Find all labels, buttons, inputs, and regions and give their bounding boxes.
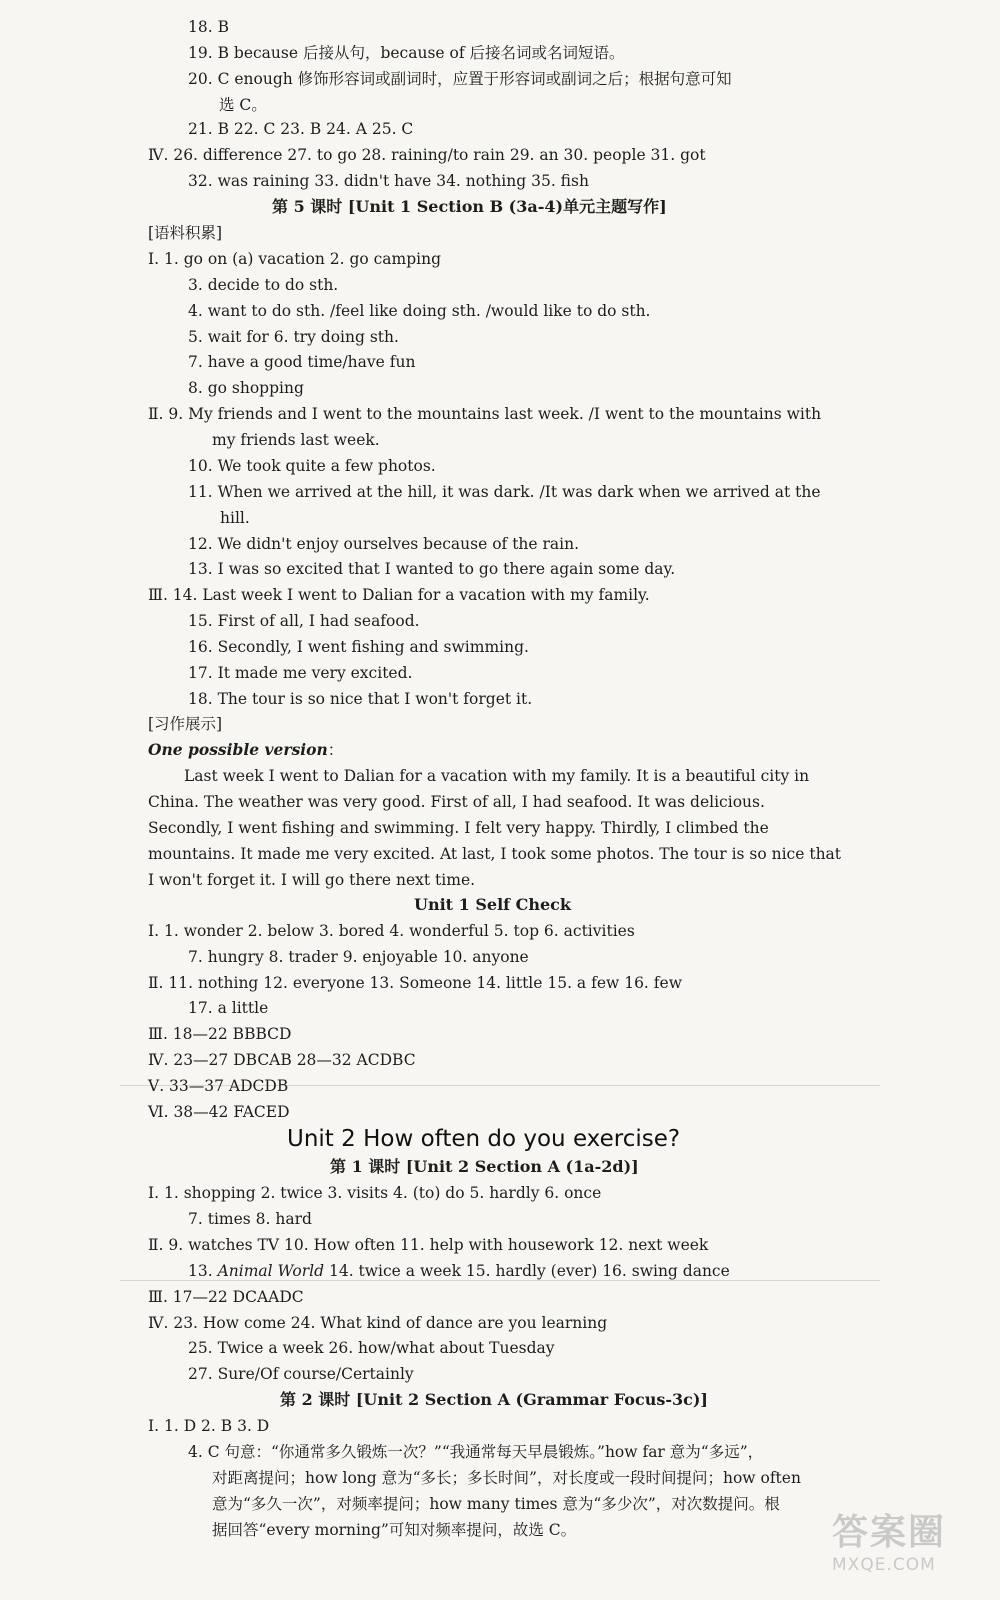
answer-line: 4. want to do sth. /feel like doing sth. /would like to do sth. (188, 302, 651, 320)
answer-line: Ⅰ. 1. wonder 2. below 3. bored 4. wonderful 5. top 6. activities (148, 922, 635, 940)
answer-line: Ⅲ. 18—22 BBBCD (148, 1025, 292, 1043)
essay-line: I won't forget it. I will go there next time. (148, 871, 476, 889)
answer-line: 15. First of all, I had seafood. (188, 612, 420, 630)
answer-line (188, 1260, 730, 1282)
answer-line: Ⅳ. 23—27 DBCAB 28—32 ACDBC (148, 1051, 416, 1069)
answer-line: 19. B because 后接从句，because of 后接名词或名词短语。 (188, 44, 625, 62)
answer-line: 21. B 22. C 23. B 24. A 25. C (188, 120, 414, 138)
section-label: [习作展示] (148, 715, 223, 733)
answer-line: Ⅱ. 9. My friends and I went to the mountains last week. /I went to the mountains with (148, 405, 822, 423)
self-check-heading: Unit 1 Self Check (414, 895, 571, 914)
answer-line: 意为“多久一次”，对频率提问；how many times 意为“多少次”，对次数提问。根 (212, 1495, 780, 1513)
answer-line: 据回答“every morning”可知对频率提问，故选 C。 (212, 1521, 577, 1539)
answer-line: 7. hungry 8. trader 9. enjoyable 10. anyone (188, 948, 529, 966)
watermark-url: MXQE.COM (832, 1555, 936, 1575)
answer-line: 选 C。 (219, 96, 267, 114)
answer-line: 25. Twice a week 26. how/what about Tuesday (188, 1339, 555, 1357)
lesson-heading: 第 5 课时 [Unit 1 Section B (3a-4)单元主题写作] (272, 197, 667, 216)
answer-line: 10. We took quite a few photos. (188, 457, 436, 475)
answer-line: Ⅳ. 26. difference 27. to go 28. raining/to rain 29. an 30. people 31. got (148, 146, 706, 164)
essay-line: mountains. It made me very excited. At last, I took some photos. The tour is so nice that (148, 845, 842, 863)
answer-rest: 14. twice a week 15. hardly (ever) 16. swing dance (324, 1262, 730, 1280)
answer-line: 17. a little (188, 999, 269, 1017)
sample-label (148, 739, 343, 761)
answer-line: Ⅴ. 33—37 ADCDB (148, 1077, 289, 1095)
answer-line: Ⅵ. 38—42 FACED (148, 1103, 290, 1121)
program-title: Animal World (217, 1262, 325, 1280)
unit-title: Unit 2 How often do you exercise? (287, 1126, 681, 1152)
answer-line: Ⅲ. 14. Last week I went to Dalian for a vacation with my family. (148, 586, 650, 604)
essay-line: China. The weather was very good. First of all, I had seafood. It was delicious. (148, 793, 765, 811)
answer-line: 对距离提问；how long 意为“多长；多长时间”，对长度或一段时间提问；how often (212, 1469, 801, 1487)
answer-line: Ⅰ. 1. go on (a) vacation 2. go camping (148, 250, 442, 268)
answer-line: 18. The tour is so nice that I won't forget it. (188, 690, 533, 708)
answer-line: 3. decide to do sth. (188, 276, 339, 294)
answer-line: 7. times 8. hard (188, 1210, 312, 1228)
answer-line: 18. B (188, 18, 229, 36)
answer-line: 17. It made me very excited. (188, 664, 413, 682)
answer-line: 12. We didn't enjoy ourselves because of the rain. (188, 535, 580, 553)
answer-line: my friends last week. (212, 431, 380, 449)
watermark-logo: 答案圈 (832, 1512, 947, 1553)
site-watermark (832, 1512, 982, 1592)
answer-line: 32. was raining 33. didn't have 34. nothing 35. fish (188, 172, 589, 190)
answer-line: Ⅱ. 11. nothing 12. everyone 13. Someone 14. little 15. a few 16. few (148, 974, 682, 992)
section-label: [语料积累] (148, 224, 223, 242)
sample-label-colon: ： (327, 741, 344, 759)
answer-line: 27. Sure/Of course/Certainly (188, 1365, 414, 1383)
answer-line: 4. C 句意：“你通常多久锻炼一次？”“我通常每天早晨锻炼。”how far 意为“多远”， (188, 1443, 764, 1461)
answer-line: 8. go shopping (188, 379, 304, 397)
essay-line: Secondly, I went fishing and swimming. I felt very happy. Thirdly, I climbed the (148, 819, 769, 837)
answer-line: 7. have a good time/have fun (188, 353, 416, 371)
lesson-heading: 第 2 课时 [Unit 2 Section A (Grammar Focus-3c)] (280, 1390, 709, 1409)
answer-line: Ⅰ. 1. shopping 2. twice 3. visits 4. (to) do 5. hardly 6. once (148, 1184, 602, 1202)
answer-line: 16. Secondly, I went fishing and swimming. (188, 638, 529, 656)
answer-line: 13. I was so excited that I wanted to go there again some day. (188, 560, 676, 578)
answer-line: hill. (220, 509, 250, 527)
sample-label-text: One possible version (148, 740, 328, 759)
divider (120, 1280, 880, 1281)
answer-line: Ⅰ. 1. D 2. B 3. D (148, 1417, 270, 1435)
answer-number: 13. (188, 1262, 218, 1280)
answer-line: 11. When we arrived at the hill, it was dark. /It was dark when we arrived at the (188, 483, 821, 501)
lesson-heading: 第 1 课时 [Unit 2 Section A (1a-2d)] (330, 1157, 639, 1176)
answer-line: Ⅱ. 9. watches TV 10. How often 11. help with housework 12. next week (148, 1236, 709, 1254)
answer-line: 20. C enough 修饰形容词或副词时，应置于形容词或副词之后；根据句意可知 (188, 70, 732, 88)
answer-line: Ⅳ. 23. How come 24. What kind of dance are you learning (148, 1314, 608, 1332)
answer-line: 5. wait for 6. try doing sth. (188, 328, 399, 346)
essay-line: Last week I went to Dalian for a vacation with my family. It is a beautiful city in (184, 767, 810, 785)
answer-line: Ⅲ. 17—22 DCAADC (148, 1288, 304, 1306)
